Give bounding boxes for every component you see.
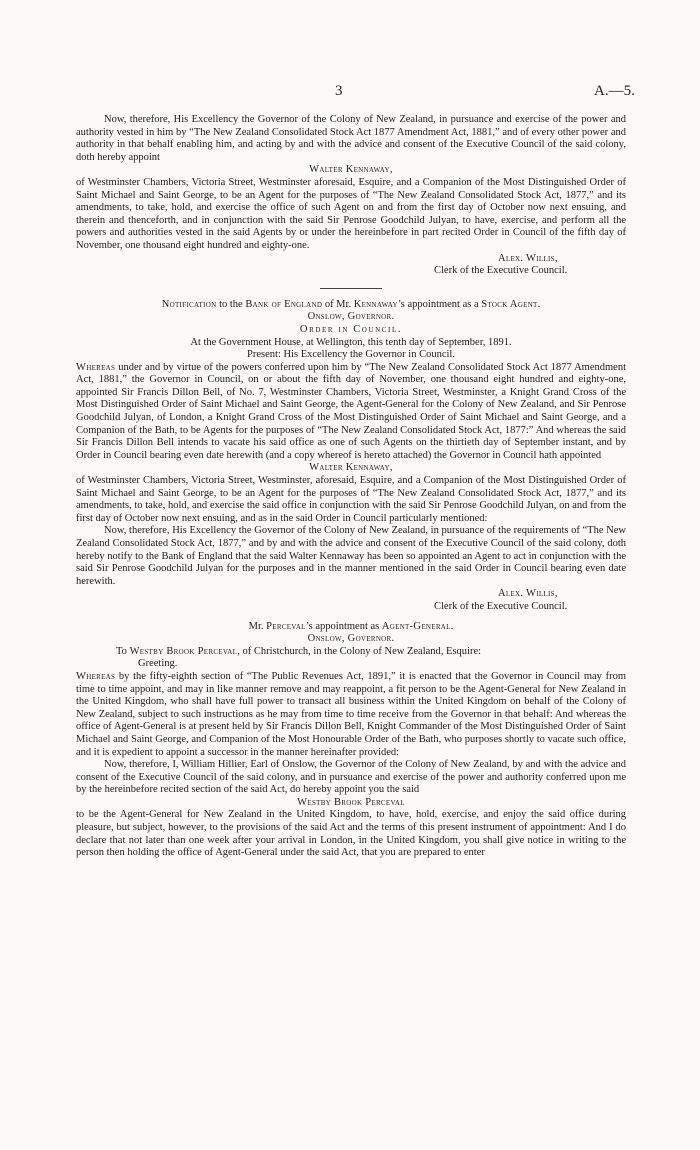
- appointee-name: Westby Brook Perceval: [297, 796, 405, 808]
- place-and-date: At the Government House, at Wellington, this tenth day of September, 1891.: [190, 336, 512, 348]
- order-in-council-title: Order in Council.: [299, 323, 403, 335]
- clerk-name: Alex. Willis,: [498, 252, 558, 264]
- present-line: Present: His Excellency the Governor in Council.: [247, 349, 455, 361]
- section-divider: [320, 288, 382, 289]
- clerk-title: Clerk of the Executive Council.: [434, 600, 568, 612]
- whereas-paragraph: Whereas by the fifty-eighth section of “The Public Revenues Act, 1891,” it is enacted that the Governor in Council may from time to time appoint, and may in like manner remove and may reappoint, a fit person to be the Agent-General for New Zealand in the United Kingdom, who shall have full power to transact all business within the United Kingdom on behalf of the Colony of New Zealand, subject to such instructions as he may from time to time receive from the Governor in that behalf: And whereas the office of Agent-General is at present held by Sir Francis Dillon Bell, Knight Commander of the Most Distinguished Order of Saint Michael and Saint George, and Companion of the Most Honourable Order of the Bath, who purposes shortly to vacate such office, and it is expedient to appoint a successor in the manner hereinafter provided:: [76, 670, 626, 758]
- heading-kennaway: Kennaway: [353, 298, 398, 310]
- bank-notification: [76, 299, 626, 614]
- perceval-agent-general-appointment: [76, 621, 626, 860]
- clerk-signature: [434, 588, 626, 613]
- appointment-terms-paragraph: of Westminster Chambers, Victoria Street, Westminster aforesaid, Esquire, and a Companion of the Most Distinguished Order of Saint Michael and Saint George, to be an Agent for the purposes of “The New Zealand Consolidated Stock Act, 1877,” and its amendments, to take, hold, and exercise the office of such Agent on and from the first day of October now next ensuing, and therein and thenceforth, and in conjunction with the said Sir Penrose Goodchild Julyan, to have, exercise, and perform all the powers and authorities vested in the said Agents by or under the hereinbefore in part recited Order in Council of the fifth day of November, one thousand eight hundred and eighty-one.: [76, 176, 626, 251]
- appointment-terms-paragraph: of Westminster Chambers, Victoria Street, Westminster, aforesaid, Esquire, and a Companion of the Most Distinguished Order of Saint Michael and Saint George, to be an Agent for the purposes of “The New Zealand Consolidated Stock Act, 1877,” and its amendments, to take, hold, and exercise the said office in conjunction with the said Sir Penrose Goodchild Julyan, on and from the first day of October now next ensuing, and as in the said Order in Council particularly mentioned:: [76, 475, 626, 524]
- page-number: 3: [335, 83, 343, 99]
- whereas-paragraph: Whereas under and by virtue of the powers conferred upon him by “The New Zealand Consolidated Stock Act 1877 Amendment Act, 1881,” the Governor in Council, on or about the fifth day of November, one thousand eight hundred and eighty-one, appointed Sir Francis Dillon Bell, of No. 7, Westminster Chambers, Victoria Street, Westminster, a Knight Grand Cross of the Most Distinguished Order of Saint Michael and Saint George, the Agent-General for the Colony of New Zealand, and Sir Penrose Goodchild Julyan, of London, a Knight Grand Cross of the Most Distinguished Order of Saint Michael and Saint George, and a Companion of the Bath, to be Agents for the purposes of “The New Zealand Consolidated Stock Act, 1877:” And whereas the said Sir Francis Dillon Bell intends to vacate his said office as one of such Agents on the thirtieth day of September instant, and by Order in Council bearing even date herewith (and a copy whereof is hereto attached) the Governor in Council hath appointed: [76, 361, 626, 461]
- perceval-heading: Mr. Perceval’s appointment as Agent-General.: [248, 620, 454, 632]
- heading-agent-general: Agent-General: [381, 620, 451, 632]
- whereas-word: Whereas: [76, 361, 116, 373]
- clerk-title: Clerk of the Executive Council.: [434, 265, 568, 277]
- addressee-name: Westby Brook Perceval: [129, 645, 238, 657]
- kennaway-agent-appointment: [76, 114, 626, 278]
- governor-line: Onslow, Governor.: [307, 633, 395, 645]
- appointment-paragraph: Now, therefore, His Excellency the Governor of the Colony of New Zealand, in pursuance and exercise of the power and authority vested in him by “The New Zealand Consolidated Stock Act 1877 Amendment Act, 1881,” and of every other power and authority in that behalf enabling him, and acting by and with the advice and consent of the Executive Council of the said colony, doth hereby appoint: [76, 114, 626, 163]
- governor-line: Onslow, Governor.: [307, 311, 395, 323]
- appoint-paragraph: Now, therefore, I, William Hillier, Earl of Onslow, the Governor of the Colony of New Zealand, by and with the advice and consent of the Executive Council of the said colony, and in pursuance and exercise of the power and authority conferred upon me by the hereinbefore recited section of the said Act, do hereby appoint you the said: [76, 759, 626, 796]
- clerk-name: Alex. Willis,: [498, 588, 558, 600]
- paper-reference: A.—5.: [594, 83, 635, 99]
- appointee-name: Walter Kennaway,: [309, 164, 393, 176]
- heading-notification-word: Notification: [161, 298, 217, 310]
- notification-heading: Notification to the Bank of England of Mr. Kennaway’s appointment as a Stock Agent.: [161, 298, 541, 310]
- greeting-line: Greeting.: [138, 658, 178, 670]
- notify-paragraph: Now, therefore, His Excellency the Governor of the Colony of New Zealand, in pursuance of the requirements of “The New Zealand Consolidated Stock Act, 1877,” and by and with the advice and consent of the Executive Council of the said colony, doth hereby notify to the Bank of England that the said Walter Kennaway has been so appointed an Agent to act in conjunction with the said Sir Penrose Goodchild Julyan for the purposes and in the manner mentioned in the said Order in Council bearing even date herewith.: [76, 525, 626, 587]
- appointee-name: Walter Kennaway,: [309, 462, 393, 474]
- heading-stock-agent: Stock Agent: [481, 298, 538, 310]
- whereas-word: Whereas: [76, 670, 116, 682]
- terms-paragraph: to be the Agent-General for New Zealand in the United Kingdom, to have, hold, exercise, and enjoy the said office during pleasure, but subject, however, to the provisions of the said Act and the terms of this present instrument of appointment: And I do declare that not later than one week after your arrival in London, in the United Kingdom, you shall give notice in writing to the person then holding the office of Agent-General under the said Act, that you are prepared to enter: [76, 809, 626, 859]
- heading-perceval: Perceval: [266, 620, 306, 632]
- address-line: To Westby Brook Perceval, of Christchurch, in the Colony of New Zealand, Esquire:: [116, 645, 482, 657]
- clerk-signature: [434, 253, 626, 278]
- document-body: [76, 84, 626, 860]
- heading-bank: Bank of England: [245, 298, 323, 310]
